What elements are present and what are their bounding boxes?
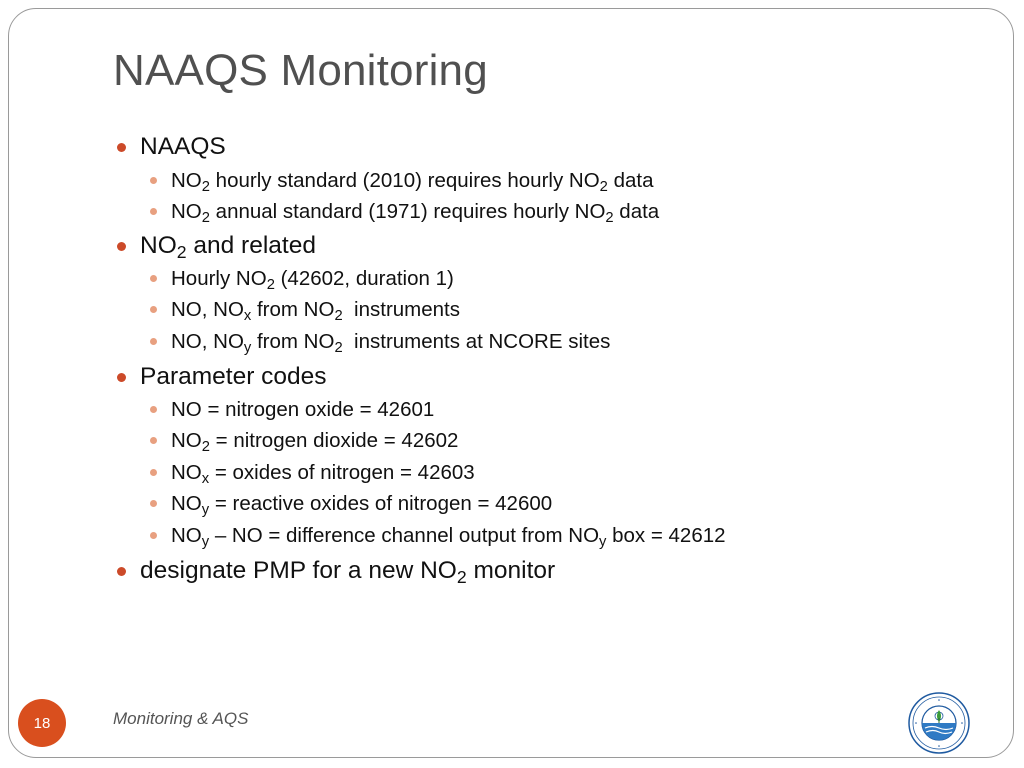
bullet-dot <box>150 306 157 313</box>
bullet-designate-pmp: designate PMP for a new $NO_2$ monitor <box>140 557 555 585</box>
bullet-no-nox: NO, $NO_x$ from $NO_2$ instruments <box>171 298 460 322</box>
bullet-code-no: NO = nitrogen oxide = 42601 <box>171 398 434 422</box>
footer-text: Monitoring & AQS <box>113 709 249 728</box>
bullet-dot <box>150 532 157 539</box>
bullet-dot <box>150 437 157 444</box>
bullet-dot <box>150 500 157 507</box>
bullet-no2-related: $NO_2$ and related <box>140 232 316 260</box>
bullet-dot <box>150 208 157 215</box>
bullet-naaqs <box>140 133 226 161</box>
bullet-dot <box>150 275 157 282</box>
bullet-dot <box>150 338 157 345</box>
bullet-hourly-no2: Hourly $NO_2$ (42602, duration 1) <box>171 267 454 291</box>
slide-title: NAAQS Monitoring <box>113 46 488 95</box>
bullet-dot <box>150 177 157 184</box>
bullet-dot <box>117 567 126 576</box>
epa-seal-icon <box>908 692 970 754</box>
bullet-dot <box>117 143 126 152</box>
bullet-parameter-codes: Parameter codes <box>140 363 327 391</box>
bullet-no2-annual: $NO_2$ annual standard (1971) requires hourly $NO_2$ data <box>171 200 659 224</box>
bullet-code-noy-no: $NO_y$ – NO = difference channel output from $NO_y$ box = 42612 <box>171 524 726 548</box>
bullet-text: NAAQS <box>140 133 226 160</box>
bullet-code-no2: $NO_2$ = nitrogen dioxide = 42602 <box>171 429 458 453</box>
bullet-code-nox: $NO_x$ = oxides of nitrogen = 42603 <box>171 461 475 485</box>
bullet-dot <box>117 242 126 251</box>
page-number-badge: 18 <box>18 699 66 747</box>
bullet-code-noy: $NO_y$ = reactive oxides of nitrogen = 42600 <box>171 492 552 516</box>
bullet-dot <box>117 373 126 382</box>
bullet-no2-hourly: $NO_2$ hourly standard (2010) requires hourly $NO_2$ data <box>171 169 654 193</box>
bullet-dot <box>150 469 157 476</box>
bullet-no-noy: NO, $NO_y$ from $NO_2$ instruments at NCORE sites <box>171 330 610 354</box>
bullet-dot <box>150 406 157 413</box>
